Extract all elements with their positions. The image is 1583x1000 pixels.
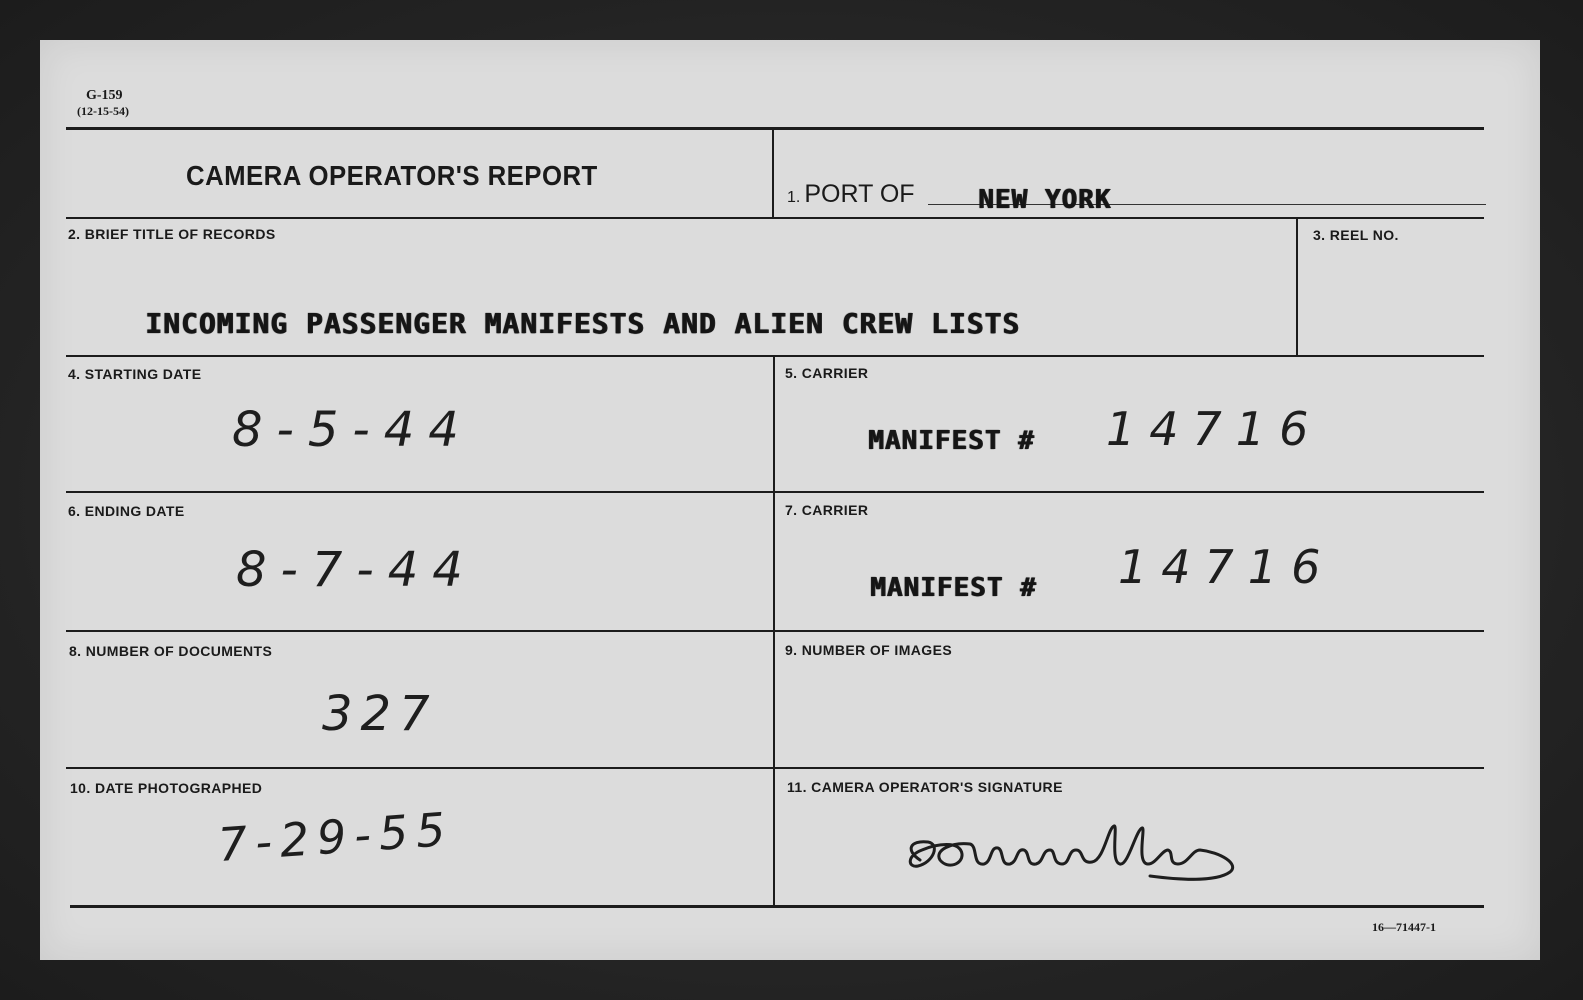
- brief-title-label: 2. BRIEF TITLE OF RECORDS: [68, 226, 276, 242]
- rule-after-dates-2: [66, 630, 1484, 632]
- carrier-start-number: 14716: [1106, 402, 1323, 456]
- footer-code: 16—71447-1: [1372, 920, 1436, 934]
- number-of-documents-label: 8. NUMBER OF DOCUMENTS: [69, 643, 273, 659]
- top-rule: [66, 127, 1484, 130]
- divider-title-port: [772, 129, 774, 218]
- carrier-end-number: 14716: [1118, 540, 1335, 594]
- divider-columns: [773, 357, 775, 906]
- report-title: CAMERA OPERATOR'S REPORT: [186, 160, 598, 191]
- carrier-start-typed: MANIFEST #: [868, 426, 1035, 456]
- rule-after-title: [66, 217, 1484, 219]
- reel-no-label: 3. REEL NO.: [1313, 227, 1399, 243]
- date-photographed-label: 10. DATE PHOTOGRAPHED: [70, 780, 263, 796]
- port-of-value: NEW YORK: [978, 185, 1112, 215]
- number-of-documents-value: 327: [322, 686, 438, 742]
- brief-title-value: INCOMING PASSENGER MANIFESTS AND ALIEN CREW LISTS: [145, 307, 1021, 340]
- rule-after-counts: [66, 767, 1484, 769]
- signature-label: 11. CAMERA OPERATOR'S SIGNATURE: [787, 779, 1063, 795]
- date-photographed-value: 7-29-55: [216, 801, 455, 872]
- starting-date-value: 8-5-44: [232, 402, 473, 458]
- rule-after-records: [66, 355, 1484, 357]
- form-revision-date: (12-15-54): [77, 104, 129, 118]
- port-of-label: [787, 180, 915, 209]
- number-of-images-label: 9. NUMBER OF IMAGES: [785, 642, 953, 658]
- ending-date-value: 8-7-44: [236, 542, 477, 598]
- bottom-rule: [70, 905, 1484, 908]
- carrier-start-label: 5. CARRIER: [785, 365, 869, 381]
- rule-after-dates-1: [66, 491, 1484, 493]
- operator-signature: [900, 820, 1250, 890]
- port-of-number: 1.: [787, 189, 801, 206]
- carrier-end-typed: MANIFEST #: [870, 573, 1037, 603]
- starting-date-label: 4. STARTING DATE: [68, 366, 202, 382]
- carrier-end-label: 7. CARRIER: [785, 502, 869, 518]
- ending-date-label: 6. ENDING DATE: [68, 503, 185, 519]
- form-number: G-159: [86, 88, 123, 103]
- divider-records-reel: [1296, 219, 1298, 356]
- port-of-text: PORT OF: [804, 180, 915, 208]
